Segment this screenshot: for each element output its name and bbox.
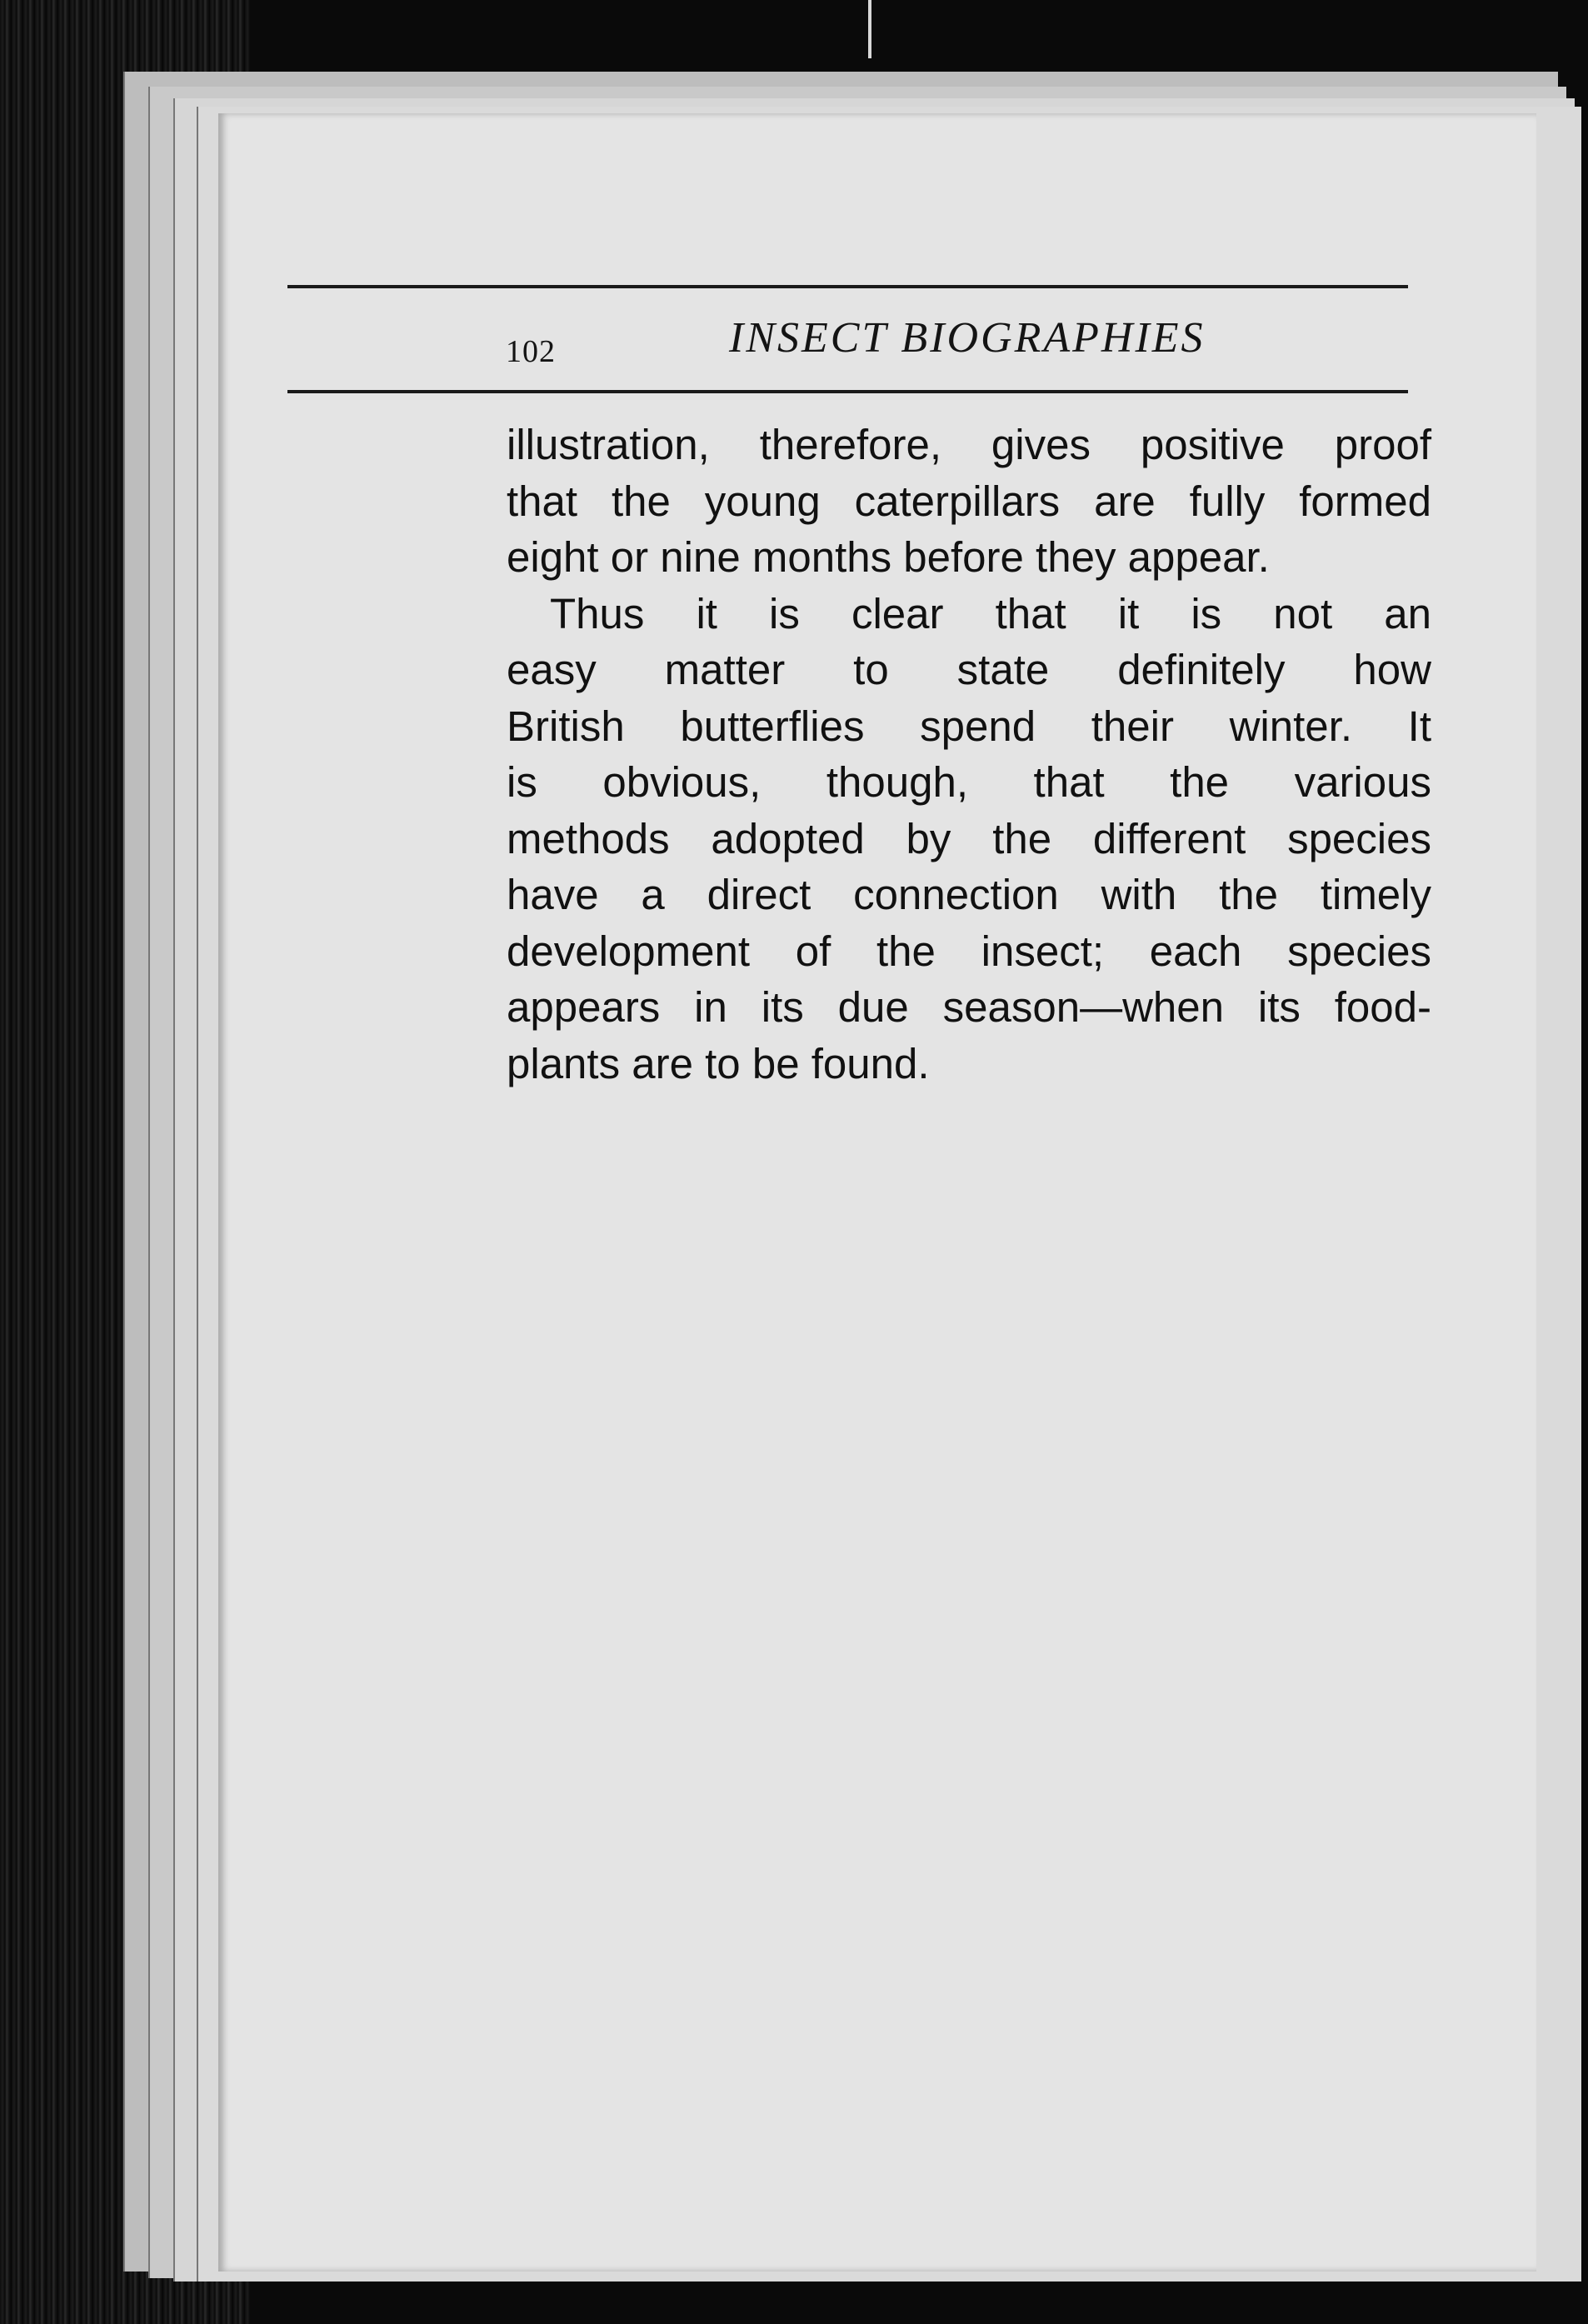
- text-line: illustration, therefore, gives positive proof: [507, 421, 1431, 468]
- text-line: British butterflies spend their winter. It: [507, 702, 1431, 750]
- page-body: [507, 417, 1431, 1092]
- text-line: appears in its due season—when its food-: [507, 983, 1431, 1031]
- text-line: is obvious, though, that the various: [507, 758, 1431, 806]
- scan-mark: [868, 0, 871, 58]
- text-line: Thus it is clear that it is not an: [550, 589, 1431, 637]
- text-line: development of the insect; each species: [507, 927, 1431, 975]
- header-rule-top: [287, 285, 1408, 288]
- text-line: plants are to be found.: [507, 1039, 930, 1087]
- header-rule-bottom: [287, 390, 1408, 393]
- text-line: that the young caterpillars are fully formed: [507, 477, 1431, 525]
- text-line: eight or nine months before they appear.: [507, 533, 1270, 581]
- page-number: 102: [506, 334, 556, 369]
- running-title: INSECT BIOGRAPHIES: [729, 314, 1206, 362]
- running-head: [287, 302, 1408, 377]
- text-line: easy matter to state definitely how: [507, 646, 1431, 693]
- text-line: have a direct connection with the timely: [507, 871, 1431, 918]
- text-line: methods adopted by the different species: [507, 814, 1431, 862]
